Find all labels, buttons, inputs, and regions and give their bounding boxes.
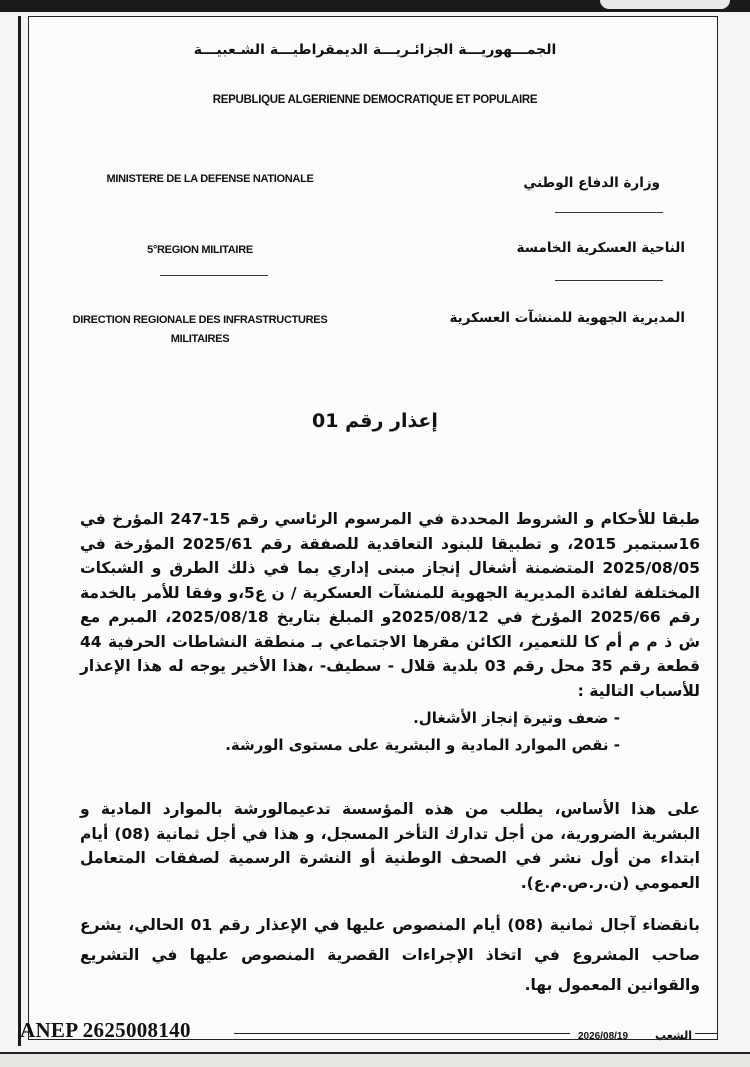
scan-edge-gap <box>600 0 730 9</box>
notice-paragraph-2: على هذا الأساس، يطلب من هذه المؤسسة تدعيمالورشة بالموارد المادية و البشرية الضرورية، من أجل تدارك التأخر المسجل، و هذا في أجل ثمانية (08) أيام ابتداء من أول نشر في الصحف الوطنية أو النشرة الرسمية لصفقات المتعامل العمومي (ن.ر.ص.م.ع). <box>80 800 701 892</box>
reason-item-2: - نقص الموارد المادية و البشرية على مستوى الورشة. <box>225 736 620 754</box>
ministry-underline-ar <box>555 212 663 213</box>
region-underline-ar <box>555 280 663 281</box>
region-underline-fr <box>160 275 268 276</box>
region-label-fr: 5°REGION MILITAIRE <box>147 244 253 256</box>
top-scan-border <box>0 0 750 12</box>
region-label-ar: الناحية العسكرية الخامسة <box>516 240 685 256</box>
footer-rule-right <box>695 1033 717 1040</box>
ministry-label-fr: MINISTERE DE LA DEFENSE NATIONALE <box>106 173 314 185</box>
reason-item-1: - ضعف وتيرة إنجاز الأشغال. <box>413 709 620 727</box>
ministry-label-ar: وزارة الدفاع الوطني <box>523 175 660 191</box>
anep-reference: ANEP 2625008140 <box>20 1018 191 1042</box>
notice-title: إعذار رقم 01 <box>312 410 438 432</box>
notice-paragraph-1: طبقا للأحكام و الشروط المحددة في المرسوم الرئاسي رقم 15-247 المؤرخ في 16سبتمبر 2015، و تطبيقا للبنود التعاقدية للصفقة رقم 2025/61 المؤرخة في 2025/08/05 المتضمنة أشغال إنجاز مبنى إداري بما في ذلك الطرق و الشبكات المختلفة لفائدة المديرية الجهوية للمنشآت العسكرية / ن ع5،و وفقا للأمر بالخدمة رقم 2025/66 المؤرخ في 2025/08/12و المبلغ بتاريخ 2025/08/18، المبرم مع ش ذ م م أم كا للتعمير، الكائن مقرها الاجتماعي بـ منطقة النشاطات الحرفية 44 قطعة رقم 35 محل رقم 03 بلدية قلال - سطيف- ،هذا الأخير يوجه له هذا الإعذار للأسباب التالية : <box>80 510 701 700</box>
footer-rule-middle <box>234 1033 570 1040</box>
french-republic-title: REPUBLIQUE ALGERIENNE DEMOCRATIQUE ET POPULAIRE <box>212 94 538 106</box>
direction-label-fr-line2: MILITAIRES <box>170 333 230 345</box>
newspaper-name: الشعب <box>655 1029 692 1042</box>
arabic-republic-title: الجمـــهوريـــة الجزائـريـــة الديمقراطيـــة الشـعبيـــة <box>193 42 557 58</box>
left-border-rule <box>18 16 21 1046</box>
publication-date: 2026/08/19 <box>578 1031 629 1042</box>
notice-paragraph-3: بانقضاء آجال ثمانية (08) أيام المنصوص عليها في الإعذار رقم 01 الحالي، يشرع صاحب المشروع في اتخاذ الإجراءات القصرية المنصوص عليها في التشريع والقوانين المعمول بها. <box>80 916 700 994</box>
direction-label-ar: المديرية الجهوية للمنشآت العسكرية <box>449 310 685 326</box>
direction-label-fr-line1: DIRECTION REGIONALE DES INFRASTRUCTURES <box>72 314 328 326</box>
